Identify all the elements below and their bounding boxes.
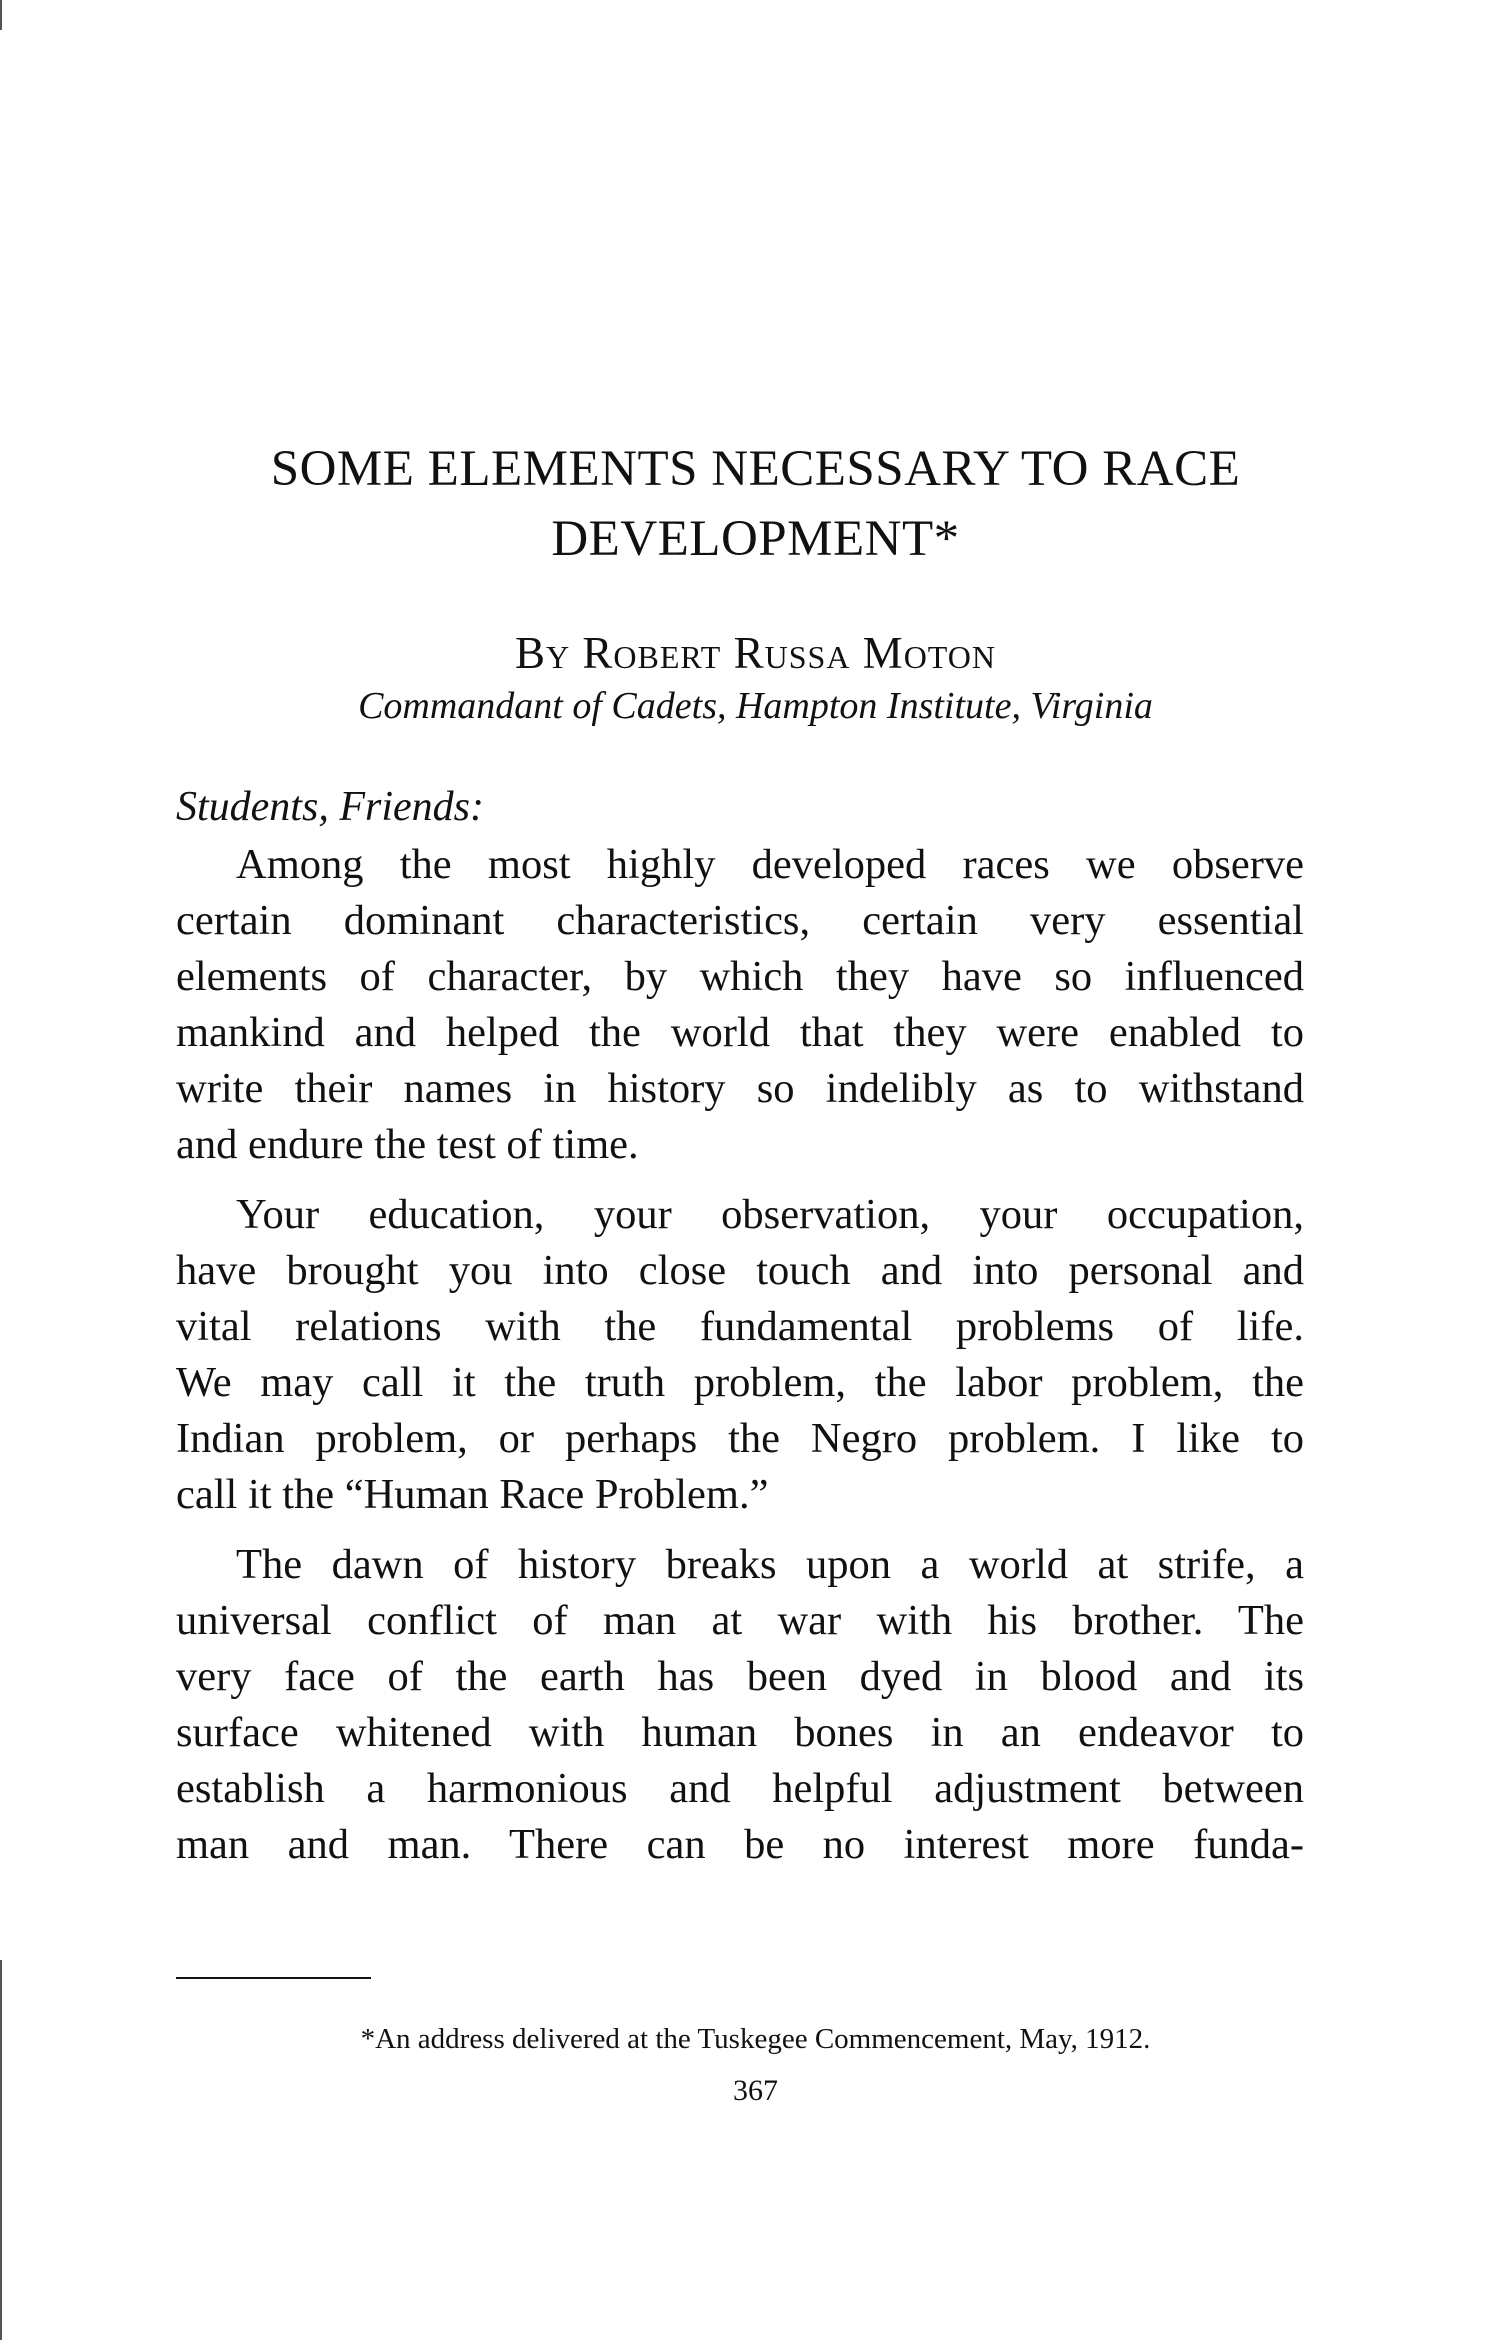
article-title-line-1: SOME ELEMENTS NECESSARY TO RACE [270, 441, 1241, 497]
footnote-divider [176, 1977, 371, 1979]
salutation: Students, Friends: [176, 784, 484, 830]
body-line: The dawn of history breaks upon a world at strife, a [236, 1541, 1304, 1588]
body-line: Among the most highly developed races we observe [236, 841, 1304, 888]
body-line: vital relations with the fundamental problems of life. [176, 1303, 1304, 1350]
body-line: elements of character, by which they have so influenced [176, 953, 1304, 1000]
author-affiliation: Commandant of Cadets, Hampton Institute, Virginia [358, 685, 1153, 727]
scan-edge-mark [0, 1960, 2, 2340]
body-line: mankind and helped the world that they were enabled to [176, 1009, 1304, 1056]
body-line: We may call it the truth problem, the labor problem, the [176, 1359, 1304, 1406]
scan-edge-mark [0, 0, 2, 30]
body-line: have brought you into close touch and into personal and [176, 1247, 1304, 1294]
footnote: *An address delivered at the Tuskegee Commencement, May, 1912. [360, 2023, 1151, 2055]
body-line: Indian problem, or perhaps the Negro problem. I like to [176, 1415, 1304, 1462]
body-line: establish a harmonious and helpful adjustment between [176, 1765, 1304, 1812]
body-line: certain dominant characteristics, certain very essential [176, 897, 1304, 944]
body-line: and endure the test of time. [176, 1121, 639, 1168]
article-title-line-2: DEVELOPMENT* [551, 511, 960, 567]
body-line: surface whitened with human bones in an endeavor to [176, 1709, 1304, 1756]
body-line: universal conflict of man at war with his brother. The [176, 1597, 1304, 1644]
author-byline: By Robert Russa Moton [515, 628, 996, 678]
body-line: Your education, your observation, your occupation, [236, 1191, 1304, 1238]
body-line: call it the “Human Race Problem.” [176, 1471, 769, 1518]
page-number: 367 [733, 2074, 778, 2107]
body-line: write their names in history so indelibly as to withstand [176, 1065, 1304, 1112]
body-line: very face of the earth has been dyed in blood and its [176, 1653, 1304, 1700]
body-line: man and man. There can be no interest more funda- [176, 1821, 1304, 1868]
